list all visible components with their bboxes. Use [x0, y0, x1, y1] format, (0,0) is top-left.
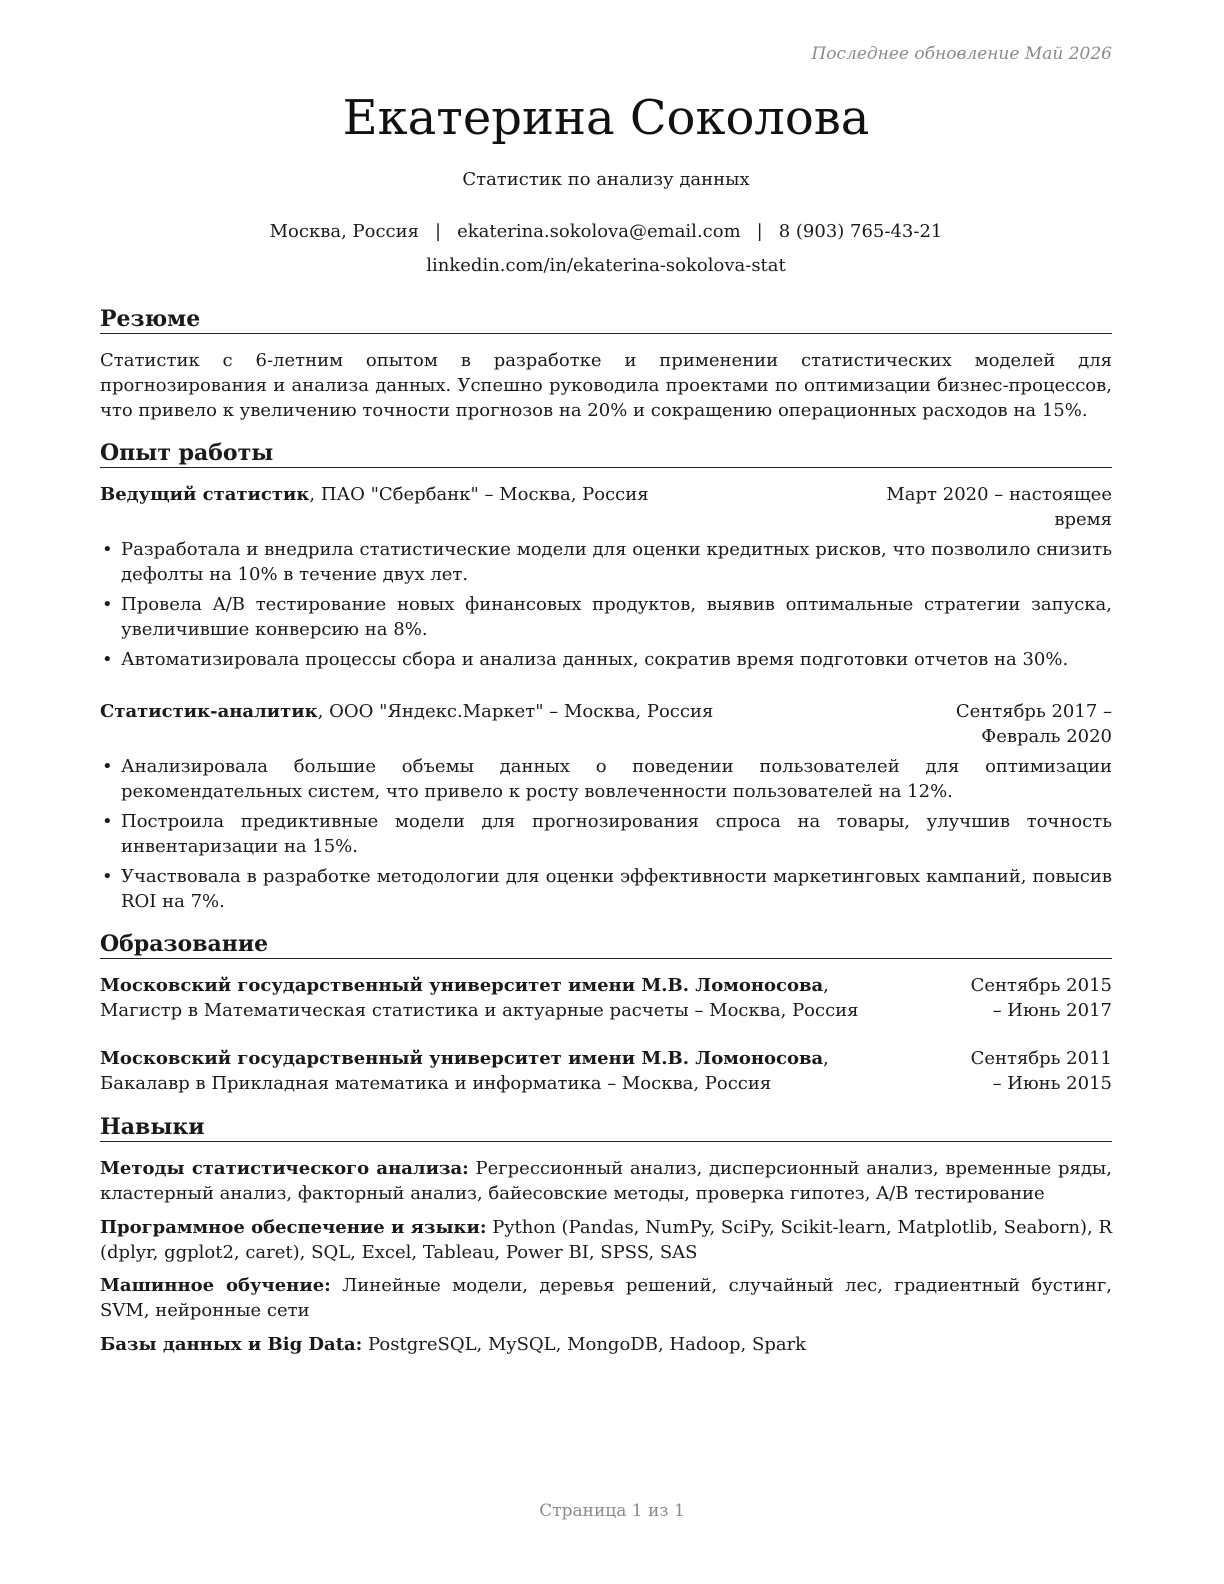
job-dates: Март 2020 – настоящее время	[886, 484, 1112, 530]
list-item: • Участвовала в разработке методологии для оценки эффективности маркетинговых кампаний, повысив ROI на 7%.	[100, 864, 1112, 914]
skill-item	[100, 1156, 1112, 1206]
job-dates: Сентябрь 2017 – Февраль 2020	[955, 701, 1112, 747]
job-title: Статистик по анализу данных	[462, 169, 750, 190]
job-bullets	[100, 754, 1112, 919]
section-heading-skills: Навыки	[100, 1113, 1112, 1142]
institution: Московский государственный университет имени М.В. Ломоносова	[100, 975, 824, 996]
education-dates: Сентябрь 2015 – Июнь 2017	[970, 975, 1112, 1021]
skill-value: Регрессионный анализ, дисперсионный анализ, временные ряды, кластерный анализ, факторный анализ, байесовские методы, проверка гипотез, A/B тестирование	[100, 1158, 1112, 1204]
job-company: , ООО "Яндекс.Маркет" – Москва, Россия	[317, 701, 714, 722]
separator: |	[435, 221, 442, 242]
linkedin-link[interactable]: linkedin.com/in/ekaterina-sokolova-stat	[426, 255, 786, 276]
contact-line	[100, 220, 1112, 244]
skill-label: Базы данных и Big Data:	[100, 1334, 363, 1355]
email[interactable]: ekaterina.sokolova@email.com	[457, 221, 741, 242]
phone: 8 (903) 765-43-21	[778, 221, 943, 242]
list-item: • Построила предиктивные модели для прогнозирования спроса на товары, улучшив точность инвентаризации на 15%.	[100, 809, 1112, 859]
education-dates: Сентябрь 2011 – Июнь 2015	[970, 1048, 1112, 1094]
list-item: • Провела A/B тестирование новых финансовых продуктов, выявив оптимальные стратегии запуска, увеличившие конверсию на 8%.	[100, 592, 1112, 642]
list-item: • Автоматизировала процессы сбора и анализа данных, сократив время подготовки отчетов на 30%.	[100, 647, 1112, 672]
resume-page	[100, 0, 1112, 1584]
job-company: , ПАО "Сбербанк" – Москва, Россия	[309, 484, 649, 505]
skill-item	[100, 1332, 1112, 1357]
skill-item	[100, 1215, 1112, 1265]
section-heading-experience: Опыт работы	[100, 439, 1112, 468]
summary-text: Статистик с 6-летним опытом в разработке и применении статистических моделей для прогнозирования и анализа данных. Успешно руководила проектами по оптимизации бизнес-процессов, что привело к увеличению точности прогнозов на 20% и сокращению операционных расходов на 15%.	[100, 350, 1112, 421]
skill-label: Методы статистического анализа:	[100, 1158, 469, 1179]
skill-value: Python (Pandas, NumPy, SciPy, Scikit-learn, Matplotlib, Seaborn), R (dplyr, ggplot2, caret), SQL, Excel, Tableau, Power BI, SPSS, SAS	[100, 1217, 1112, 1263]
page-number: Страница 1 из 1	[539, 1501, 685, 1521]
skill-label: Машинное обучение:	[100, 1275, 331, 1296]
location: Москва, Россия	[269, 221, 419, 242]
job-bullets	[100, 537, 1112, 677]
skill-label: Программное обеспечение и языки:	[100, 1217, 487, 1238]
section-heading-summary: Резюме	[100, 305, 1112, 334]
skill-value: Линейные модели, деревья решений, случайный лес, градиентный бустинг, SVM, нейронные сети	[100, 1275, 1112, 1321]
degree: , Магистр в Математическая статистика и актуарные расчеты – Москва, Россия	[100, 975, 859, 1021]
list-item: • Разработала и внедрила статистические модели для оценки кредитных рисков, что позволило снизить дефолты на 10% в течение двух лет.	[100, 537, 1112, 587]
job-position: Статистик-аналитик	[100, 701, 318, 722]
section-heading-education: Образование	[100, 930, 1112, 959]
separator: |	[756, 221, 763, 242]
skill-value: PostgreSQL, MySQL, MongoDB, Hadoop, Spark	[362, 1334, 807, 1355]
institution: Московский государственный университет имени М.В. Ломоносова	[100, 1048, 824, 1069]
last-updated: Последнее обновление Май 2026	[811, 44, 1112, 64]
list-item: • Анализировала большие объемы данных о поведении пользователей для оптимизации рекомендательных систем, что привело к росту вовлеченности пользователей на 12%.	[100, 754, 1112, 804]
job-position: Ведущий статистик	[100, 484, 310, 505]
skill-item	[100, 1273, 1112, 1323]
degree: , Бакалавр в Прикладная математика и информатика – Москва, Россия	[100, 1048, 829, 1094]
candidate-name: Екатерина Соколова	[342, 90, 870, 146]
